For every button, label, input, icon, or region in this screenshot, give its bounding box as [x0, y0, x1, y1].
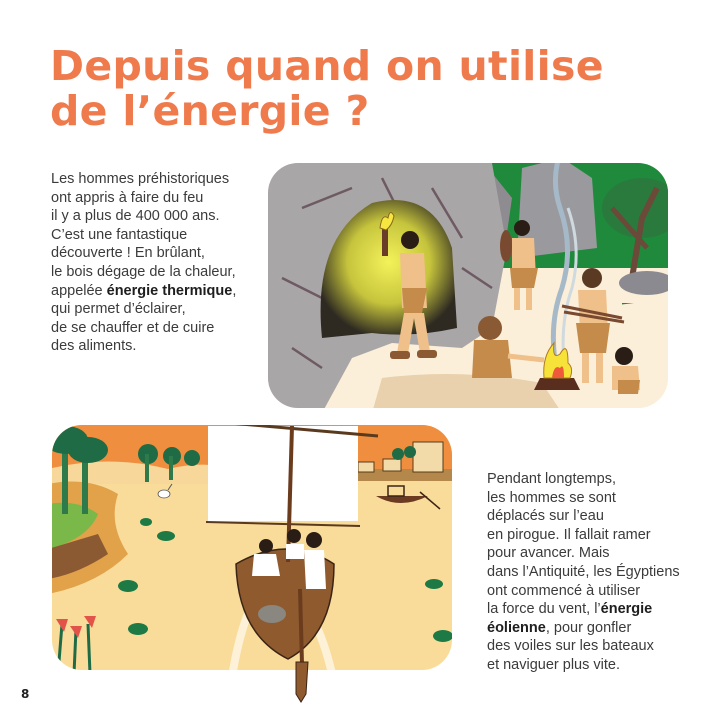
text-line: des aliments.	[51, 338, 137, 355]
text-line: en pirogue. Il fallait ramer	[487, 526, 651, 543]
text-line: le bois dégage de la chaleur,	[51, 263, 236, 280]
text-line: des voiles sur les bateaux	[487, 638, 654, 655]
wind-paragraph	[487, 470, 680, 675]
egyptian-sailboat-illustration	[48, 414, 458, 704]
keyword-wind-energy-part1: énergie	[600, 601, 653, 618]
fire-paragraph	[51, 170, 236, 356]
text-line: il y a plus de 400 000 ans.	[51, 208, 220, 225]
text-line	[487, 619, 680, 638]
text-line: ont commencé à utiliser	[487, 582, 641, 599]
text-fragment: appelée	[51, 282, 107, 299]
text-fragment: , pour gonfler	[545, 619, 632, 636]
text-line: Les hommes préhistoriques	[51, 171, 230, 187]
text-fragment: la force du vent, l’	[487, 601, 601, 618]
text-line: les hommes se sont	[487, 489, 616, 506]
egyptian-boat-scene-icon	[48, 414, 458, 704]
text-fragment: ,	[232, 282, 237, 299]
text-line: C’est une fantastique	[51, 226, 188, 243]
keyword-thermal-energy: énergie thermique	[106, 282, 233, 299]
text-line: Pendant longtemps,	[487, 471, 616, 487]
text-line: de se chauffer et de cuire	[51, 319, 215, 336]
title-line-2: de l’énergie ?	[50, 87, 370, 135]
text-line	[487, 600, 680, 619]
page-number: 8	[21, 687, 30, 701]
text-line: dans l’Antiquité, les Égyptiens	[487, 563, 680, 580]
text-line: déplacés sur l’eau	[487, 508, 604, 525]
text-line: qui permet d’éclairer,	[51, 301, 186, 318]
text-line: découverte ! En brûlant,	[51, 245, 205, 262]
prehistoric-fire-illustration	[262, 128, 674, 413]
text-line: pour avancer. Mais	[487, 545, 610, 562]
keyword-wind-energy-part2: éolienne	[487, 619, 546, 636]
title-line-1: Depuis quand on utilise	[50, 42, 604, 90]
text-line: ont appris à faire du feu	[51, 189, 204, 206]
page-title	[50, 44, 604, 134]
text-line	[51, 282, 236, 301]
text-line: et naviguer plus vite.	[487, 656, 620, 673]
prehistoric-scene-icon	[262, 128, 674, 413]
